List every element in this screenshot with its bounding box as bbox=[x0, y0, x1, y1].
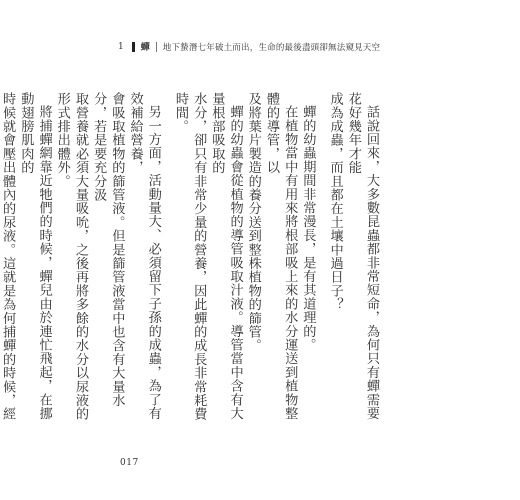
paragraph-line: 另一方面，活動量大、必須留下子孫的成蟲，為了有效補給營養， bbox=[127, 92, 161, 421]
header-page-number: 1 bbox=[118, 41, 124, 52]
paragraph-line: 話說回來，大多數昆蟲都非常短命，為何只有蟬需要花好幾年才能 bbox=[345, 92, 379, 421]
paragraph-line: 在植物當中有用來將根部吸上來的水分運送到植物整體的導管，以 bbox=[263, 92, 298, 421]
page-number: 017 bbox=[120, 458, 139, 468]
vertical-body-text bbox=[0, 92, 380, 427]
chapter-label: 蟬 bbox=[140, 43, 150, 53]
paragraph-line: 時候就會壓出體內的尿液。這就是為何捕蟬的時候，經 bbox=[0, 92, 16, 421]
paragraph-line: 成為成蟲，而且都在土壤中過日子？ bbox=[327, 92, 343, 312]
chapter-title: 地下蟄潛七年破土而出，生命的最後盡頭卻無法窺見天空 bbox=[162, 42, 381, 53]
paragraph-line: 水分，卻只有非常少量的營養，因此蟬的成長非常耗費時間。 bbox=[172, 92, 207, 421]
paragraph-line: 取營養就必須大量吸吮，之後再將多餘的水分以尿液的形式排出體外。 bbox=[54, 92, 88, 421]
header-separator bbox=[156, 42, 157, 52]
paragraph-line: 及將葉片製造的養分送到整株植物的篩管。 bbox=[245, 92, 261, 353]
paragraph-line: 蟬的幼蟲會從植物的導管吸取汁液。導管當中含有大量根部吸取的 bbox=[209, 92, 243, 421]
paragraph-line: 將捕蟬網靠近牠們的時候，蟬兒由於連忙飛起，在挪動翅膀肌肉的 bbox=[18, 92, 52, 421]
header-bar-marker bbox=[132, 42, 135, 52]
paragraph-line: 會吸取植物的篩管液。但是篩管液當中也含有大量水分，若是要充分汲 bbox=[91, 92, 125, 408]
paragraph-line: 蟬的幼蟲期間非常漫長，是有其道理的。 bbox=[300, 105, 316, 352]
running-header bbox=[118, 40, 380, 53]
